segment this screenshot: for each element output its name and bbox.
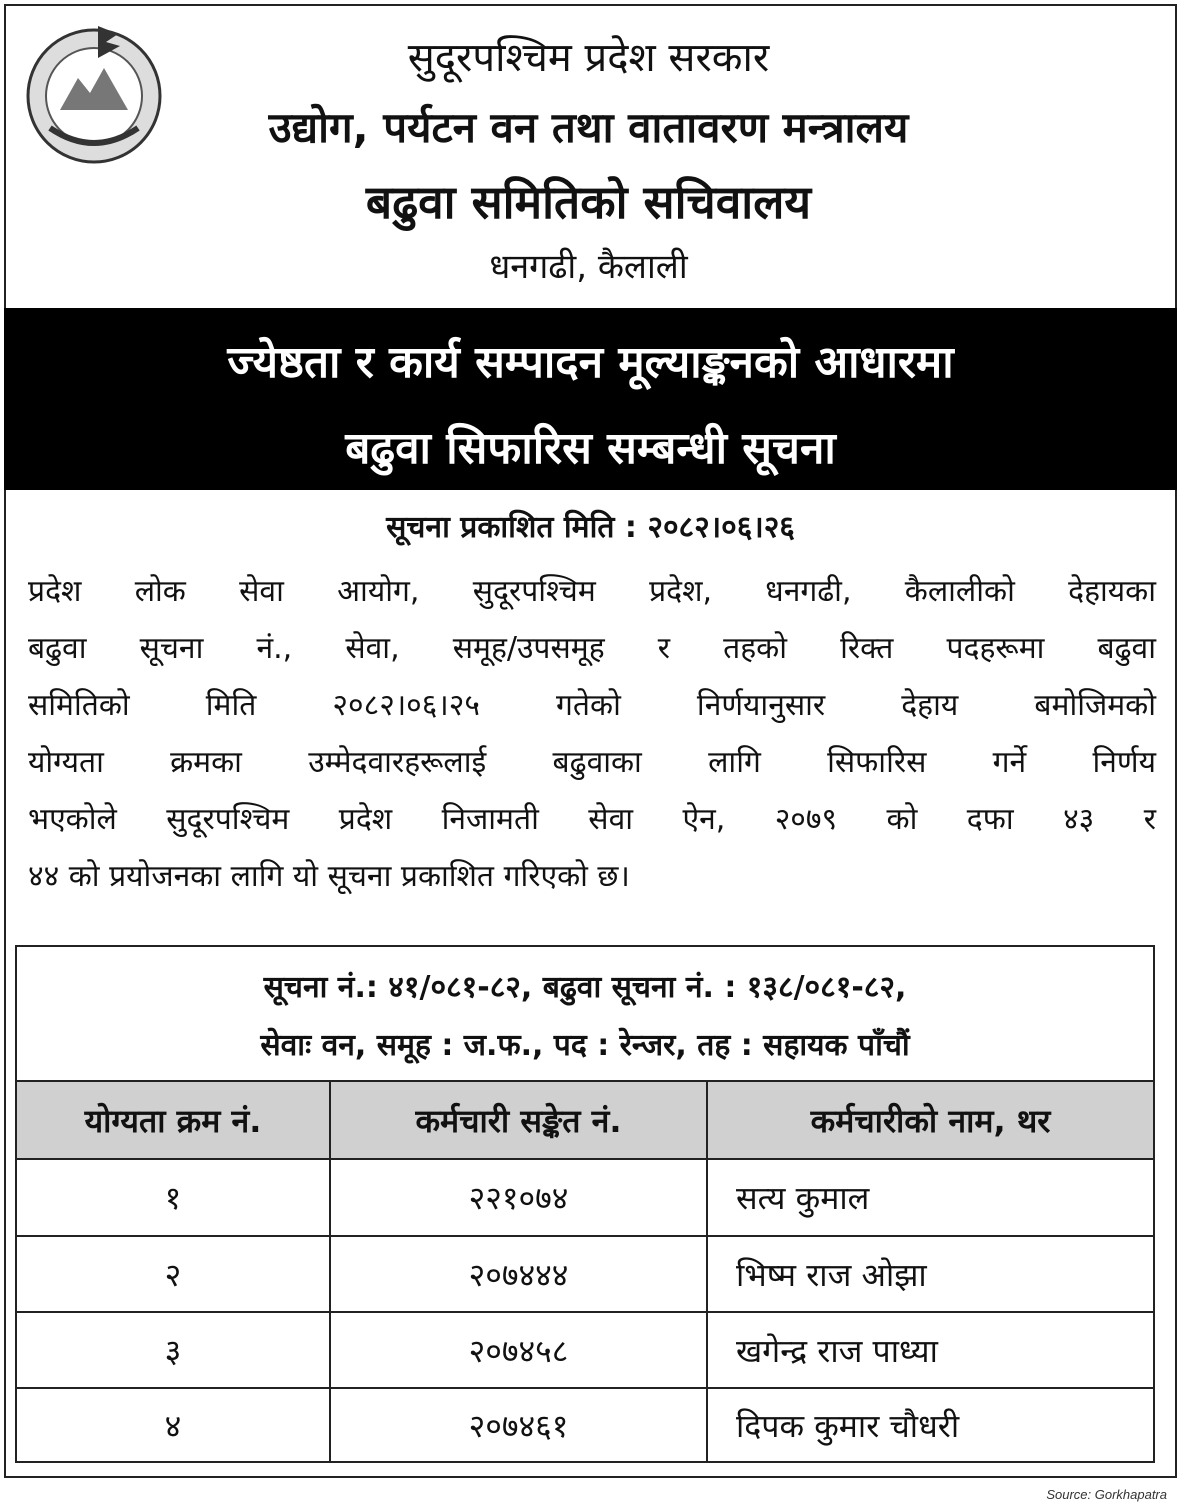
office-name: बढुवा समितिको सचिवालय	[365, 175, 812, 229]
employee-code-cell: २०७४६१	[329, 1389, 706, 1461]
column-header-employee-code: कर्मचारी सङ्केत नं.	[329, 1082, 706, 1158]
body-line: योग्यता क्रमका उम्मेदवारहरूलाई बढुवाका लागि सिफारिस गर्ने निर्णय	[28, 745, 1156, 780]
employee-name-cell: खगेन्द्र राज पाध्या	[706, 1313, 1153, 1387]
rank-cell: २	[164, 1255, 182, 1294]
table-row	[17, 1158, 1153, 1235]
table-row	[17, 1387, 1153, 1461]
promotion-table	[15, 945, 1155, 1463]
employee-code-cell: २०७४५८	[329, 1313, 706, 1387]
notice-title-line-2: बढुवा सिफारिस सम्बन्धी सूचना	[345, 423, 836, 474]
employee-code-cell: २०७४४४	[329, 1237, 706, 1311]
notice-title-band	[4, 308, 1177, 490]
body-line: प्रदेश लोक सेवा आयोग, सुदूरपश्चिम प्रदेश, धनगढी, कैलालीको देहायका	[28, 574, 1156, 609]
table-row	[17, 1311, 1153, 1387]
body-line: बढुवा सूचना नं., सेवा, समूह/उपसमूह र तहको रिक्त पदहरूमा बढुवा	[28, 631, 1156, 666]
ministry-name: उद्योग, पर्यटन वन तथा वातावरण मन्त्रालय	[268, 103, 909, 152]
office-location: धनगढी, कैलाली	[489, 247, 688, 287]
notice-title-line-1: ज्येष्ठता र कार्य सम्पादन मूल्याङ्कनको आधारमा	[227, 337, 954, 388]
publish-date: सूचना प्रकाशित मिति : २०८२।०६।२६	[386, 510, 795, 545]
body-line: भएकोले सुदूरपश्चिम प्रदेश निजामती सेवा ऐन, २०७९ को दफा ४३ र	[28, 802, 1156, 837]
body-line: ४४ को प्रयोजनका लागि यो सूचना प्रकाशित गरिएको छ।	[28, 859, 630, 894]
employee-code-cell: २२१०७४	[329, 1160, 706, 1235]
table-row	[17, 1235, 1153, 1311]
notice-number-info: सूचना नं.: ४१/०८१-८२, बढुवा सूचना नं. : १३८/०८१-८२,	[263, 970, 907, 1005]
column-header-rank: योग्यता क्रम नं.	[84, 1101, 262, 1140]
employee-name-cell: दिपक कुमार चौधरी	[706, 1389, 1153, 1461]
rank-cell: ४	[164, 1406, 182, 1445]
rank-cell: ३	[164, 1331, 182, 1370]
employee-name-cell: सत्य कुमाल	[706, 1160, 1153, 1235]
body-line: समितिको मिति २०८२।०६।२५ गतेको निर्णयानुसार देहाय बमोजिमको	[28, 688, 1156, 723]
notice-header	[0, 0, 1177, 306]
table-header-row	[17, 1080, 1153, 1158]
service-group-info: सेवाः वन, समूह : ज.फ., पद : रेन्जर, तह : सहायक पाँचौं	[260, 1028, 910, 1063]
government-name: सुदूरपश्चिम प्रदेश सरकार	[407, 35, 770, 81]
rank-cell: १	[164, 1179, 182, 1217]
column-header-employee-name: कर्मचारीको नाम, थर	[706, 1082, 1153, 1158]
source-credit: Source: Gorkhapatra	[1046, 1487, 1167, 1502]
employee-name-cell: भिष्म राज ओझा	[706, 1237, 1153, 1311]
